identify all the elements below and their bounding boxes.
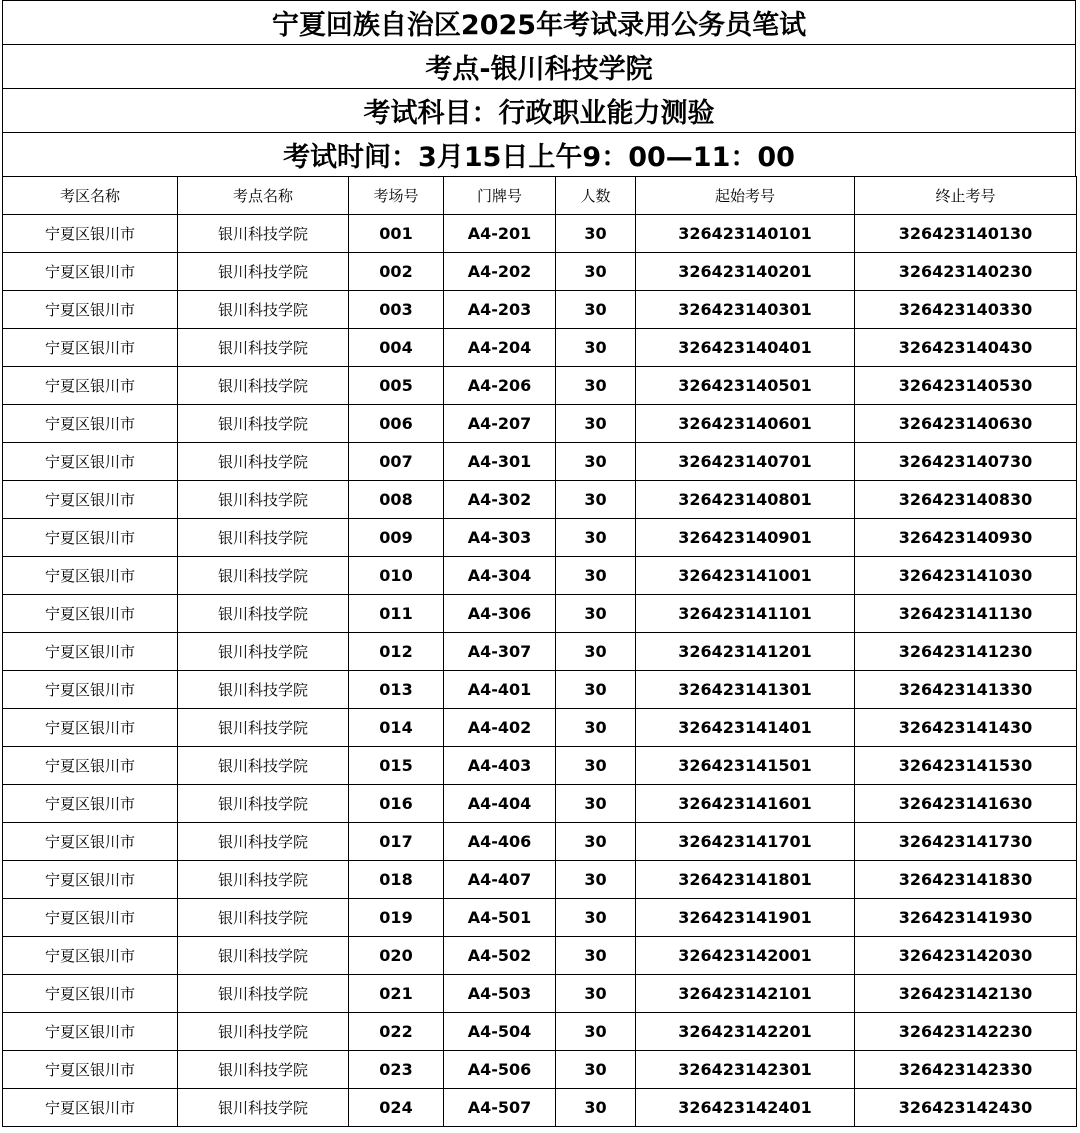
table-row: [3, 1013, 1077, 1051]
cell-headcount: 30: [556, 975, 636, 1013]
cell-start-id: 326423140501: [636, 367, 855, 405]
cell-end-id: 326423142430: [855, 1089, 1077, 1127]
cell-exam-site: 银川科技学院: [178, 709, 349, 747]
header-start-id: 起始考号: [636, 177, 855, 215]
table-row: [3, 519, 1077, 557]
cell-door-number: A4-402: [444, 709, 556, 747]
cell-headcount: 30: [556, 595, 636, 633]
cell-end-id: 326423141530: [855, 747, 1077, 785]
cell-headcount: 30: [556, 861, 636, 899]
cell-start-id: 326423142001: [636, 937, 855, 975]
cell-headcount: 30: [556, 823, 636, 861]
cell-door-number: A4-204: [444, 329, 556, 367]
cell-exam-district: 宁夏区银川市: [3, 557, 178, 595]
cell-start-id: 326423142201: [636, 1013, 855, 1051]
cell-exam-site: 银川科技学院: [178, 405, 349, 443]
cell-end-id: 326423140630: [855, 405, 1077, 443]
cell-end-id: 326423140530: [855, 367, 1077, 405]
cell-start-id: 326423141201: [636, 633, 855, 671]
cell-end-id: 326423141330: [855, 671, 1077, 709]
table-row: [3, 557, 1077, 595]
cell-exam-site: 银川科技学院: [178, 1089, 349, 1127]
cell-headcount: 30: [556, 785, 636, 823]
header-end-id: 终止考号: [855, 177, 1077, 215]
cell-exam-district: 宁夏区银川市: [3, 1089, 178, 1127]
cell-room-number: 011: [349, 595, 444, 633]
cell-exam-site: 银川科技学院: [178, 557, 349, 595]
cell-end-id: 326423140430: [855, 329, 1077, 367]
cell-start-id: 326423141301: [636, 671, 855, 709]
cell-exam-site: 银川科技学院: [178, 367, 349, 405]
cell-start-id: 326423141601: [636, 785, 855, 823]
table-row: [3, 1051, 1077, 1089]
cell-exam-district: 宁夏区银川市: [3, 785, 178, 823]
table-row: [3, 671, 1077, 709]
cell-start-id: 326423142101: [636, 975, 855, 1013]
cell-headcount: 30: [556, 633, 636, 671]
cell-start-id: 326423140301: [636, 291, 855, 329]
cell-door-number: A4-304: [444, 557, 556, 595]
cell-end-id: 326423141230: [855, 633, 1077, 671]
cell-room-number: 021: [349, 975, 444, 1013]
cell-exam-site: 银川科技学院: [178, 899, 349, 937]
cell-exam-district: 宁夏区银川市: [3, 937, 178, 975]
cell-room-number: 014: [349, 709, 444, 747]
cell-exam-district: 宁夏区银川市: [3, 975, 178, 1013]
cell-exam-district: 宁夏区银川市: [3, 709, 178, 747]
table-row: [3, 823, 1077, 861]
header-exam-district: 考区名称: [3, 177, 178, 215]
table-row: [3, 861, 1077, 899]
cell-exam-site: 银川科技学院: [178, 785, 349, 823]
table-row: [3, 975, 1077, 1013]
cell-door-number: A4-404: [444, 785, 556, 823]
cell-door-number: A4-306: [444, 595, 556, 633]
cell-end-id: 326423142230: [855, 1013, 1077, 1051]
cell-headcount: 30: [556, 481, 636, 519]
cell-exam-district: 宁夏区银川市: [3, 861, 178, 899]
cell-headcount: 30: [556, 519, 636, 557]
header-exam-site: 考点名称: [178, 177, 349, 215]
table-row: [3, 253, 1077, 291]
cell-door-number: A4-503: [444, 975, 556, 1013]
cell-end-id: 326423142130: [855, 975, 1077, 1013]
cell-exam-site: 银川科技学院: [178, 1013, 349, 1051]
cell-exam-site: 银川科技学院: [178, 215, 349, 253]
cell-end-id: 326423141630: [855, 785, 1077, 823]
cell-end-id: 326423142330: [855, 1051, 1077, 1089]
cell-exam-district: 宁夏区银川市: [3, 215, 178, 253]
cell-door-number: A4-403: [444, 747, 556, 785]
table-row: [3, 633, 1077, 671]
cell-end-id: 326423141030: [855, 557, 1077, 595]
cell-start-id: 326423141801: [636, 861, 855, 899]
cell-door-number: A4-406: [444, 823, 556, 861]
exam-site-title: 考点-银川科技学院: [2, 44, 1076, 88]
cell-headcount: 30: [556, 671, 636, 709]
cell-headcount: 30: [556, 367, 636, 405]
table-row: [3, 329, 1077, 367]
cell-room-number: 015: [349, 747, 444, 785]
cell-room-number: 012: [349, 633, 444, 671]
cell-end-id: 326423141930: [855, 899, 1077, 937]
cell-exam-district: 宁夏区银川市: [3, 481, 178, 519]
cell-room-number: 009: [349, 519, 444, 557]
cell-exam-site: 银川科技学院: [178, 595, 349, 633]
table-row: [3, 747, 1077, 785]
exam-time-title: 考试时间：3月15日上午9：00—11：00: [2, 132, 1076, 176]
cell-start-id: 326423140901: [636, 519, 855, 557]
cell-exam-site: 银川科技学院: [178, 519, 349, 557]
cell-exam-district: 宁夏区银川市: [3, 519, 178, 557]
header-headcount: 人数: [556, 177, 636, 215]
cell-exam-district: 宁夏区银川市: [3, 443, 178, 481]
cell-exam-district: 宁夏区银川市: [3, 253, 178, 291]
cell-exam-district: 宁夏区银川市: [3, 633, 178, 671]
cell-end-id: 326423140130: [855, 215, 1077, 253]
header-room-number: 考场号: [349, 177, 444, 215]
cell-headcount: 30: [556, 1089, 636, 1127]
cell-door-number: A4-507: [444, 1089, 556, 1127]
cell-headcount: 30: [556, 937, 636, 975]
cell-headcount: 30: [556, 405, 636, 443]
table-row: [3, 1089, 1077, 1127]
exam-room-table: [2, 176, 1077, 1127]
cell-door-number: A4-202: [444, 253, 556, 291]
cell-room-number: 010: [349, 557, 444, 595]
cell-exam-district: 宁夏区银川市: [3, 405, 178, 443]
cell-door-number: A4-506: [444, 1051, 556, 1089]
cell-start-id: 326423140701: [636, 443, 855, 481]
table-row: [3, 481, 1077, 519]
cell-door-number: A4-502: [444, 937, 556, 975]
cell-start-id: 326423140801: [636, 481, 855, 519]
cell-door-number: A4-407: [444, 861, 556, 899]
cell-exam-site: 银川科技学院: [178, 747, 349, 785]
cell-end-id: 326423140930: [855, 519, 1077, 557]
cell-exam-site: 银川科技学院: [178, 937, 349, 975]
cell-headcount: 30: [556, 899, 636, 937]
cell-door-number: A4-201: [444, 215, 556, 253]
cell-exam-district: 宁夏区银川市: [3, 367, 178, 405]
table-row: [3, 291, 1077, 329]
document-title: 宁夏回族自治区2025年考试录用公务员笔试: [2, 0, 1076, 44]
cell-exam-site: 银川科技学院: [178, 443, 349, 481]
cell-end-id: 326423141730: [855, 823, 1077, 861]
cell-start-id: 326423141401: [636, 709, 855, 747]
cell-exam-district: 宁夏区银川市: [3, 747, 178, 785]
cell-end-id: 326423142030: [855, 937, 1077, 975]
cell-room-number: 006: [349, 405, 444, 443]
cell-exam-district: 宁夏区银川市: [3, 823, 178, 861]
table-header-row: [3, 177, 1077, 215]
table-row: [3, 899, 1077, 937]
table-row: [3, 595, 1077, 633]
cell-headcount: 30: [556, 215, 636, 253]
cell-end-id: 326423141830: [855, 861, 1077, 899]
cell-exam-site: 银川科技学院: [178, 823, 349, 861]
cell-door-number: A4-501: [444, 899, 556, 937]
cell-end-id: 326423140830: [855, 481, 1077, 519]
header-door-number: 门牌号: [444, 177, 556, 215]
cell-headcount: 30: [556, 709, 636, 747]
exam-room-sheet: [2, 0, 1076, 1127]
cell-headcount: 30: [556, 329, 636, 367]
cell-start-id: 326423141901: [636, 899, 855, 937]
table-row: [3, 367, 1077, 405]
cell-exam-district: 宁夏区银川市: [3, 1013, 178, 1051]
cell-room-number: 022: [349, 1013, 444, 1051]
cell-door-number: A4-303: [444, 519, 556, 557]
cell-room-number: 001: [349, 215, 444, 253]
cell-start-id: 326423141701: [636, 823, 855, 861]
cell-start-id: 326423142301: [636, 1051, 855, 1089]
table-row: [3, 405, 1077, 443]
cell-start-id: 326423142401: [636, 1089, 855, 1127]
cell-exam-district: 宁夏区银川市: [3, 1051, 178, 1089]
cell-headcount: 30: [556, 443, 636, 481]
cell-start-id: 326423140401: [636, 329, 855, 367]
cell-start-id: 326423141501: [636, 747, 855, 785]
cell-start-id: 326423141101: [636, 595, 855, 633]
cell-door-number: A4-207: [444, 405, 556, 443]
cell-end-id: 326423140730: [855, 443, 1077, 481]
cell-start-id: 326423140601: [636, 405, 855, 443]
cell-room-number: 003: [349, 291, 444, 329]
cell-door-number: A4-401: [444, 671, 556, 709]
cell-exam-site: 银川科技学院: [178, 291, 349, 329]
cell-headcount: 30: [556, 747, 636, 785]
cell-exam-site: 银川科技学院: [178, 975, 349, 1013]
table-body: [3, 215, 1077, 1127]
cell-door-number: A4-206: [444, 367, 556, 405]
cell-exam-district: 宁夏区银川市: [3, 595, 178, 633]
cell-exam-site: 银川科技学院: [178, 329, 349, 367]
cell-exam-site: 银川科技学院: [178, 253, 349, 291]
cell-headcount: 30: [556, 1013, 636, 1051]
cell-room-number: 023: [349, 1051, 444, 1089]
cell-exam-district: 宁夏区银川市: [3, 291, 178, 329]
cell-start-id: 326423141001: [636, 557, 855, 595]
cell-end-id: 326423140330: [855, 291, 1077, 329]
cell-room-number: 016: [349, 785, 444, 823]
table-row: [3, 785, 1077, 823]
cell-end-id: 326423141430: [855, 709, 1077, 747]
cell-exam-district: 宁夏区银川市: [3, 899, 178, 937]
cell-exam-site: 银川科技学院: [178, 633, 349, 671]
cell-room-number: 007: [349, 443, 444, 481]
cell-start-id: 326423140101: [636, 215, 855, 253]
cell-door-number: A4-302: [444, 481, 556, 519]
cell-door-number: A4-504: [444, 1013, 556, 1051]
cell-room-number: 020: [349, 937, 444, 975]
cell-exam-district: 宁夏区银川市: [3, 329, 178, 367]
cell-headcount: 30: [556, 1051, 636, 1089]
cell-exam-site: 银川科技学院: [178, 481, 349, 519]
table-row: [3, 443, 1077, 481]
cell-exam-district: 宁夏区银川市: [3, 671, 178, 709]
cell-end-id: 326423140230: [855, 253, 1077, 291]
cell-room-number: 004: [349, 329, 444, 367]
cell-room-number: 005: [349, 367, 444, 405]
cell-headcount: 30: [556, 557, 636, 595]
table-row: [3, 215, 1077, 253]
table-row: [3, 937, 1077, 975]
cell-room-number: 013: [349, 671, 444, 709]
cell-start-id: 326423140201: [636, 253, 855, 291]
cell-room-number: 008: [349, 481, 444, 519]
cell-headcount: 30: [556, 291, 636, 329]
cell-door-number: A4-307: [444, 633, 556, 671]
cell-exam-site: 银川科技学院: [178, 671, 349, 709]
cell-room-number: 024: [349, 1089, 444, 1127]
cell-end-id: 326423141130: [855, 595, 1077, 633]
exam-subject-title: 考试科目：行政职业能力测验: [2, 88, 1076, 132]
cell-exam-site: 银川科技学院: [178, 1051, 349, 1089]
cell-room-number: 017: [349, 823, 444, 861]
cell-door-number: A4-203: [444, 291, 556, 329]
cell-exam-site: 银川科技学院: [178, 861, 349, 899]
cell-room-number: 018: [349, 861, 444, 899]
cell-room-number: 019: [349, 899, 444, 937]
cell-room-number: 002: [349, 253, 444, 291]
cell-headcount: 30: [556, 253, 636, 291]
table-row: [3, 709, 1077, 747]
cell-door-number: A4-301: [444, 443, 556, 481]
